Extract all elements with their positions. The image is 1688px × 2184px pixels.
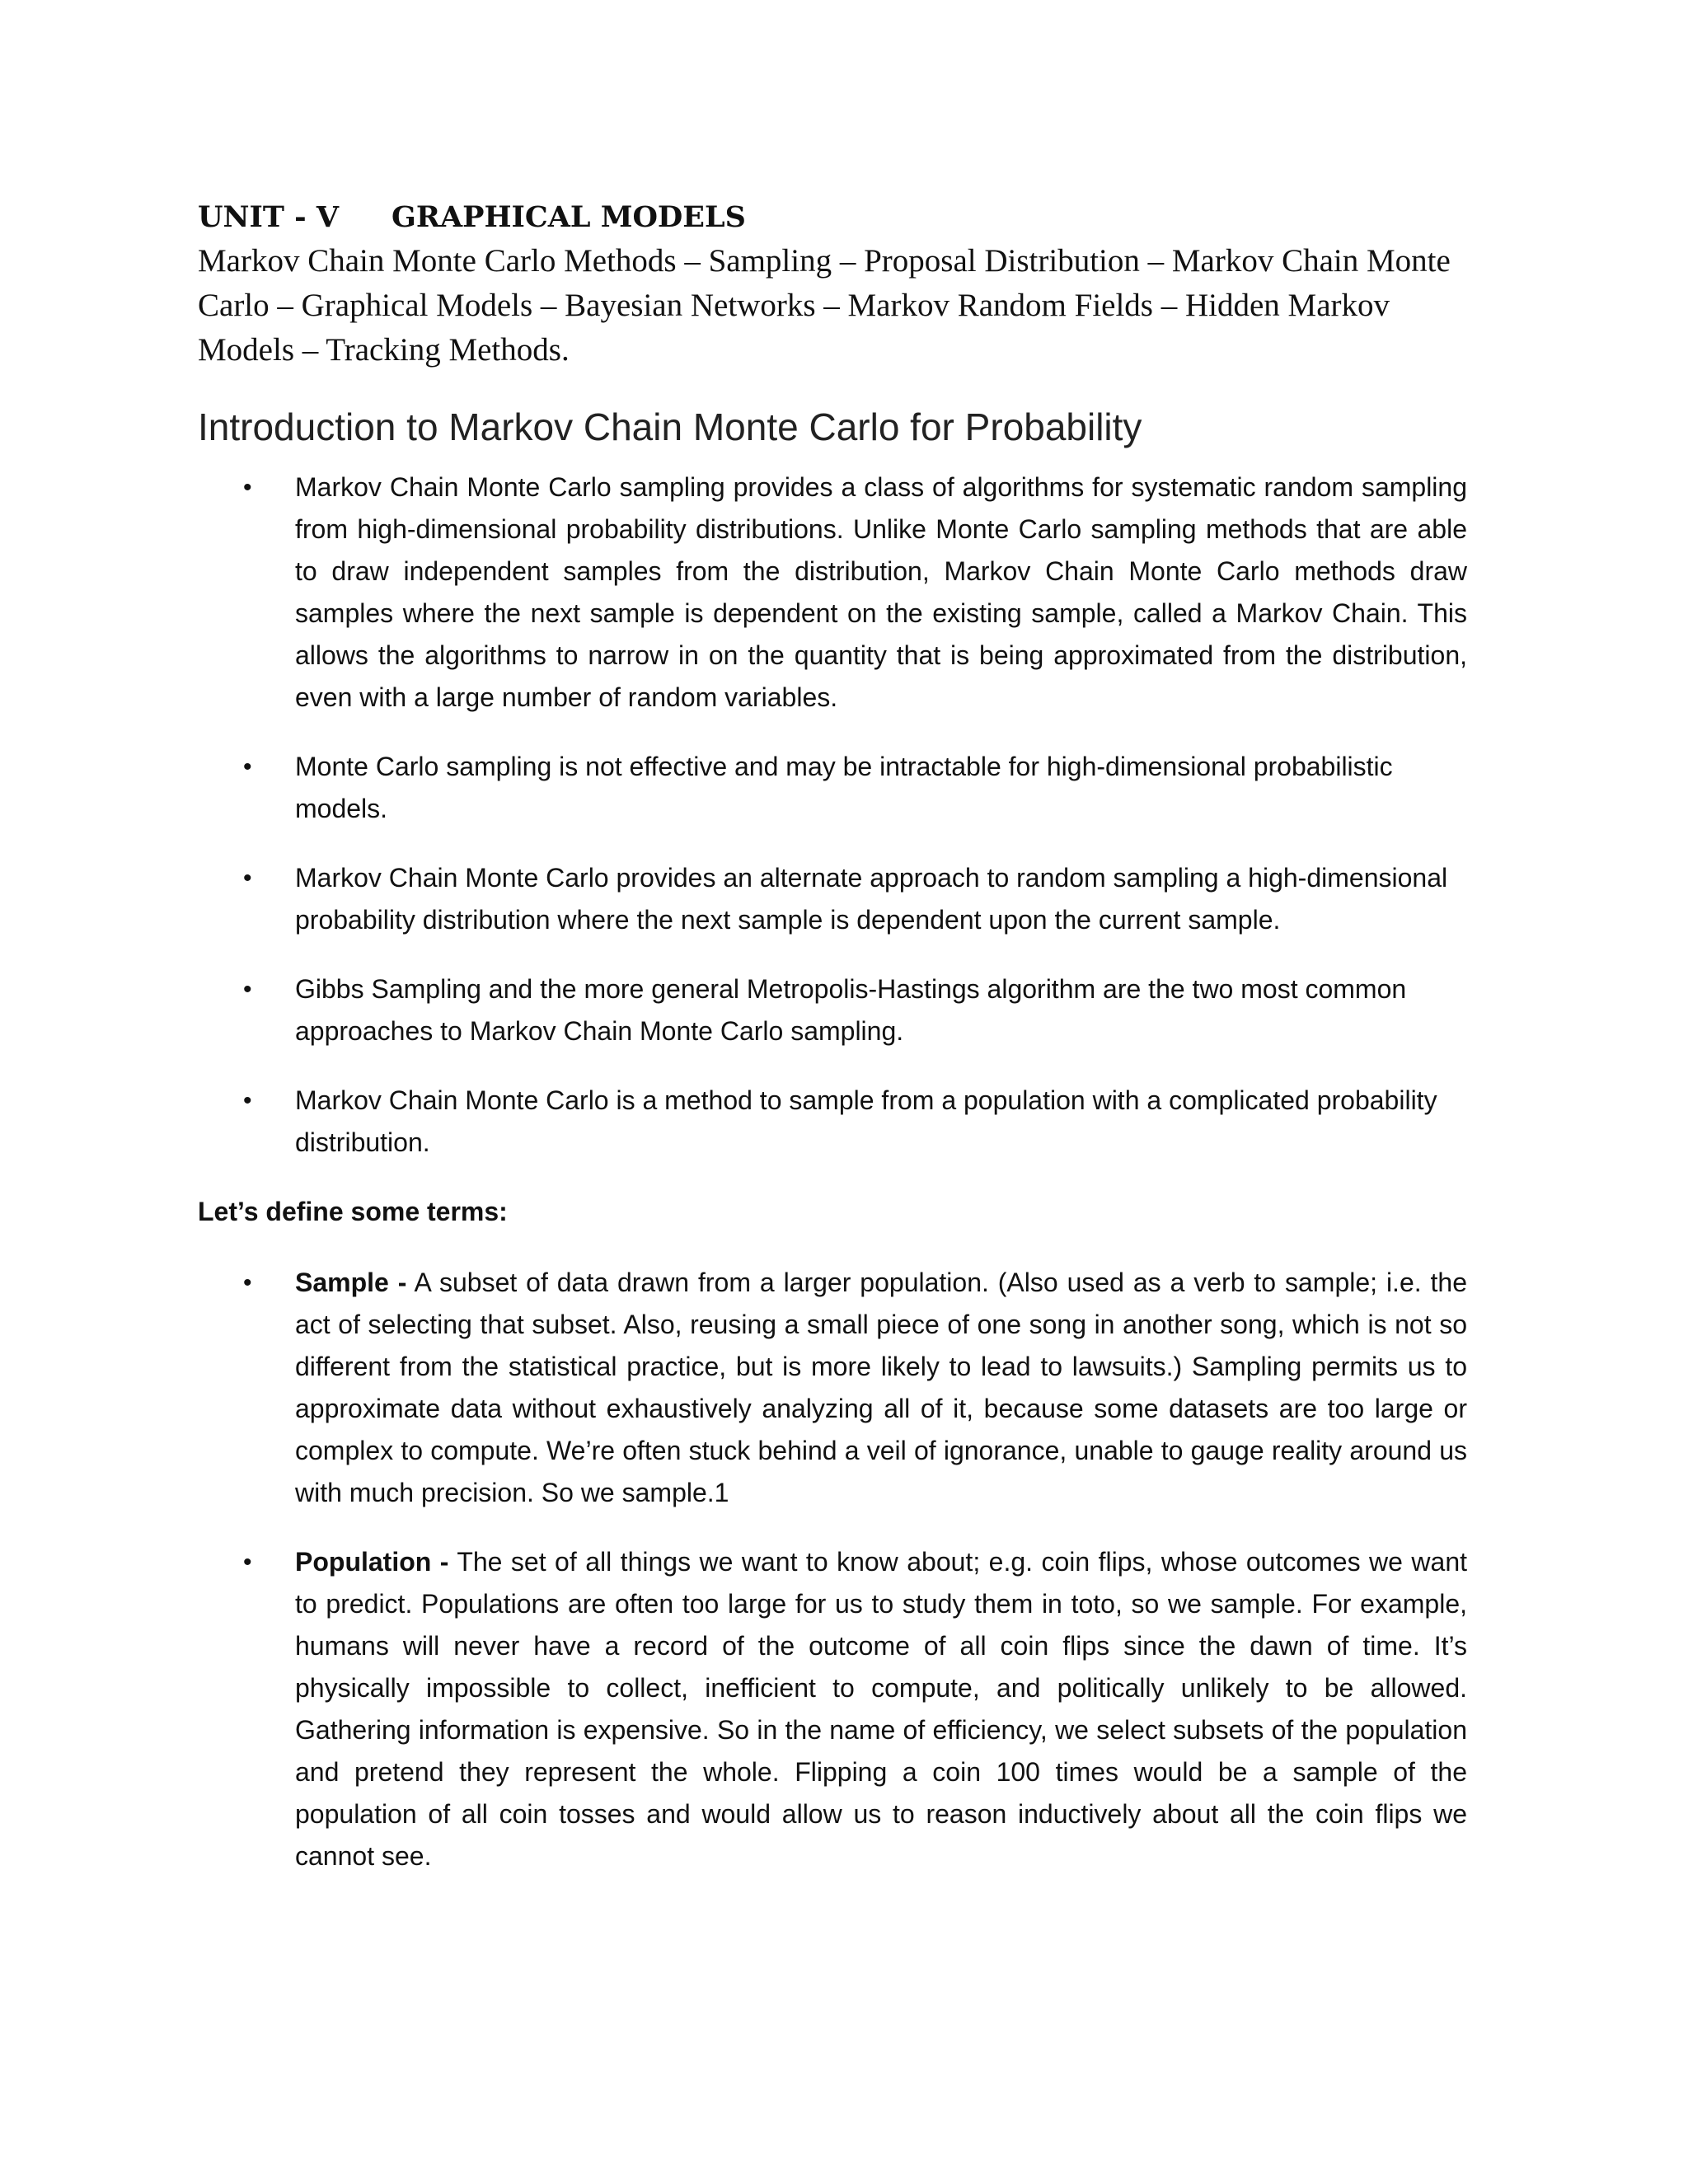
- bullet-icon: •: [243, 1549, 252, 1576]
- bullet-icon: •: [243, 1269, 252, 1296]
- bullet-text: Markov Chain Monte Carlo provides an alternate approach to random sampling a high-dimensional probability distribution where the next sample is dependent upon the current sample.: [295, 863, 1448, 935]
- unit-label: UNIT - V: [198, 200, 339, 234]
- bullet-icon: •: [243, 474, 252, 501]
- bullet-icon: •: [243, 865, 252, 892]
- bullet-item: [198, 857, 1467, 941]
- bullet-icon: •: [243, 753, 252, 780]
- bullet-item: [198, 968, 1467, 1052]
- syllabus-topics: Markov Chain Monte Carlo Methods – Sampling – Proposal Distribution – Markov Chain Monte Carlo – Graphical Models – Bayesian Networks – Markov Random Fields – Hidden Markov Models – Tracking Methods.: [198, 243, 1451, 368]
- term-item: [198, 1262, 1467, 1514]
- bullet-icon: •: [243, 1087, 252, 1114]
- term-item: [198, 1541, 1467, 1877]
- terms-list: [198, 1262, 1467, 1877]
- terms-heading: Let’s define some terms:: [198, 1197, 508, 1226]
- bullet-item: [198, 746, 1467, 830]
- bullet-item: [198, 466, 1467, 719]
- term-definition: A subset of data drawn from a larger population. (Also used as a verb to sample; i.e. the act of selecting that subset. Also, reusing a small piece of one song in another song, which is not so different from the statistical practice, but is more likely to lead to lawsuits.) Sampling permits us to approximate data without exhaustively analyzing all of it, because some datasets are too large or complex to compute. We’re often stuck behind a veil of ignorance, unable to gauge reality around us with much precision. So we sample.1: [295, 1268, 1468, 1507]
- intro-bullet-list: [198, 466, 1467, 1164]
- unit-title: GRAPHICAL MODELS: [392, 200, 746, 234]
- term-definition-block: [295, 1262, 1467, 1514]
- section-heading: Introduction to Markov Chain Monte Carlo for Probability: [198, 405, 1142, 448]
- term-name: Population -: [295, 1547, 449, 1577]
- term-definition: The set of all things we want to know about; e.g. coin flips, whose outcomes we want to predict. Populations are often too large for us to study them in toto, so we sample. For example, humans will never have a record of the outcome of all coin flips since the dawn of time. It’s physically impossible to collect, inefficient to compute, and politically unlikely to be allowed. Gathering information is expensive. So in the name of efficiency, we select subsets of the population and pretend they represent the whole. Flipping a coin 100 times would be a sample of the population of all coin tosses and would allow us to reason inductively about all the coin flips we cannot see.: [295, 1547, 1468, 1871]
- bullet-text: Markov Chain Monte Carlo is a method to sample from a population with a complicated probability distribution.: [295, 1085, 1437, 1157]
- bullet-text: Gibbs Sampling and the more general Metropolis-Hastings algorithm are the two most common approaches to Markov Chain Monte Carlo sampling.: [295, 974, 1407, 1046]
- term-definition-block: [295, 1541, 1467, 1877]
- term-name: Sample -: [295, 1268, 407, 1297]
- bullet-item: [198, 1080, 1467, 1164]
- unit-heading: [198, 198, 1467, 237]
- bullet-text: Monte Carlo sampling is not effective and may be intractable for high-dimensional probabilistic models.: [295, 752, 1393, 823]
- bullet-text: Markov Chain Monte Carlo sampling provides a class of algorithms for systematic random sampling from high-dimensional probability distributions. Unlike Monte Carlo sampling methods that are able to draw independent samples from the distribution, Markov Chain Monte Carlo methods draw samples where the next sample is dependent on the existing sample, called a Markov Chain. This allows the algorithms to narrow in on the quantity that is being approximated from the distribution, even with a large number of random variables.: [295, 472, 1467, 712]
- bullet-icon: •: [243, 976, 252, 1003]
- document-page: [198, 198, 1467, 1905]
